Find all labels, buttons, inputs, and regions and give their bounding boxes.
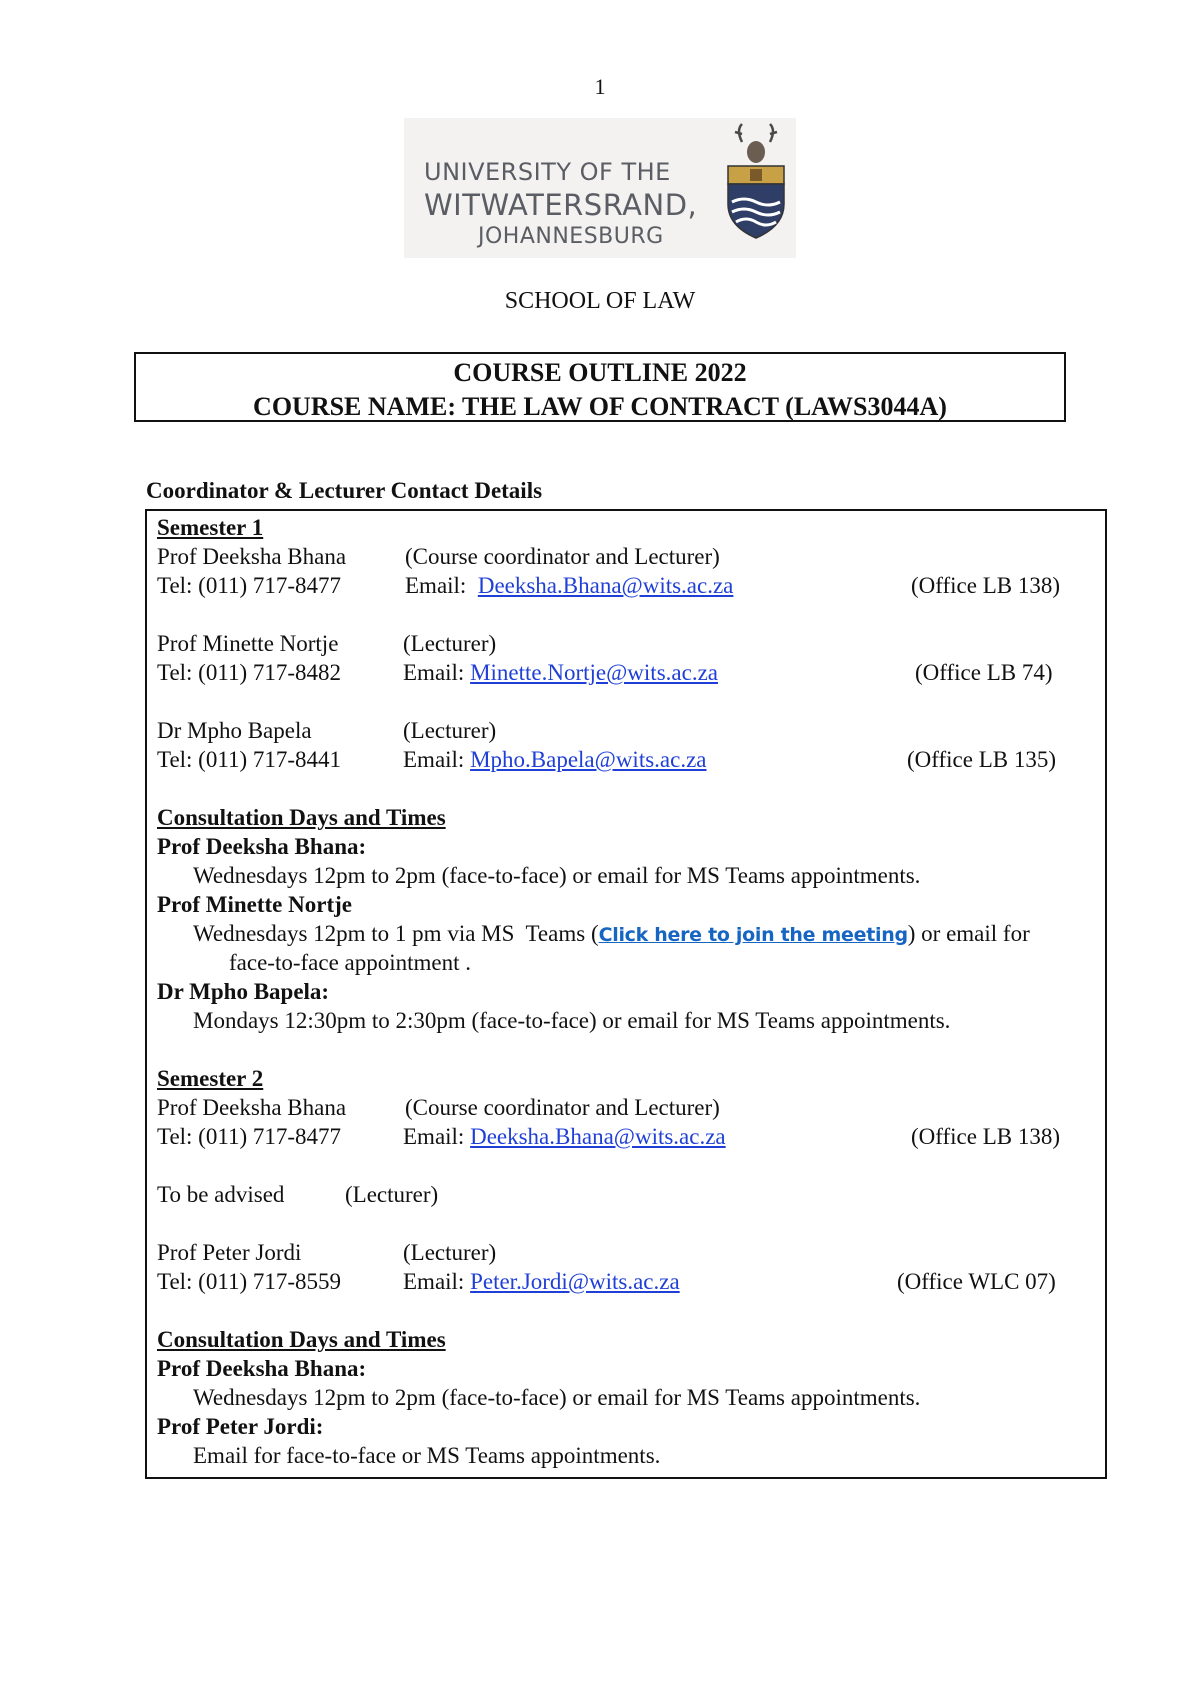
lecturer-row — [157, 716, 1097, 745]
lecturer-name: Prof Deeksha Bhana — [157, 544, 347, 569]
consultation-name: Prof Deeksha Bhana: — [157, 1356, 367, 1381]
lecturer-role: (Lecturer) — [403, 631, 497, 656]
email-label: Email: — [403, 747, 471, 772]
lecturer-contact-row — [157, 571, 1097, 600]
email-label: Email: — [403, 660, 471, 685]
consultation-text: Wednesdays 12pm to 2pm (face-to-face) or email for MS Teams appointments. — [193, 1385, 921, 1410]
lecturer-role: (Course coordinator and Lecturer) — [405, 1095, 720, 1120]
lecturer-name: Prof Minette Nortje — [157, 631, 339, 656]
semester-2-heading: Semester 2 — [157, 1066, 264, 1091]
office-label: (Office LB 138) — [911, 1124, 1061, 1149]
email-link[interactable]: Deeksha.Bhana@wits.ac.za — [470, 1124, 726, 1149]
logo-line-2: WITWATERSRAND, — [424, 188, 698, 222]
lecturer-name: Prof Peter Jordi — [157, 1240, 302, 1265]
office-label: (Office LB 138) — [911, 573, 1061, 598]
consultation-text: Email for face-to-face or MS Teams appointments. — [193, 1443, 661, 1468]
contact-details-heading: Coordinator & Lecturer Contact Details — [146, 478, 543, 503]
email-link[interactable]: Minette.Nortje@wits.ac.za — [470, 660, 718, 685]
logo-line-3: JOHANNESBURG — [478, 224, 664, 249]
school-name: SCHOOL OF LAW — [504, 288, 696, 314]
office-label: (Office LB 74) — [915, 660, 1053, 685]
email-link[interactable]: Peter.Jordi@wits.ac.za — [470, 1269, 680, 1294]
contact-details-box — [145, 509, 1107, 1479]
course-outline-title: COURSE OUTLINE 2022 — [453, 358, 747, 387]
lecturer-tel: Tel: (011) 717-8477 — [157, 573, 342, 598]
lecturer-role: (Course coordinator and Lecturer) — [405, 544, 720, 569]
lecturer-name: Prof Deeksha Bhana — [157, 1095, 347, 1120]
office-label: (Office LB 135) — [907, 747, 1057, 772]
office-label: (Office WLC 07) — [897, 1269, 1056, 1294]
lecturer-tel: Tel: (011) 717-8559 — [157, 1269, 342, 1294]
email-label: Email: — [403, 1269, 471, 1294]
lecturer-name: To be advised — [157, 1182, 285, 1207]
page-number: 1 — [594, 74, 606, 99]
email-label: Email: — [405, 573, 478, 598]
lecturer-row — [157, 542, 1097, 571]
lecturer-row — [157, 1093, 1097, 1122]
lecturer-role: (Lecturer) — [345, 1182, 439, 1207]
consultation-heading: Consultation Days and Times — [157, 805, 446, 830]
semester-1-heading: Semester 1 — [157, 515, 264, 540]
consultation-name: Dr Mpho Bapela: — [157, 979, 330, 1004]
join-meeting-link[interactable]: Click here to join the meeting — [598, 924, 908, 946]
lecturer-contact-row — [157, 745, 1097, 774]
lecturer-row — [157, 629, 1097, 658]
logo-line-1: UNIVERSITY OF THE — [424, 158, 671, 186]
university-logo — [404, 118, 796, 258]
consultation-name: Prof Minette Nortje — [157, 892, 352, 917]
lecturer-row — [157, 1238, 1097, 1267]
consultation-text-start: Wednesdays 12pm to 1 pm via MS Teams ( — [193, 921, 599, 946]
consultation-name: Prof Peter Jordi: — [157, 1414, 324, 1439]
email-label: Email: — [403, 1124, 471, 1149]
lecturer-contact-row — [157, 1267, 1097, 1296]
course-name-title: COURSE NAME: THE LAW OF CONTRACT (LAWS3044A) — [253, 392, 947, 421]
consultation-text — [193, 919, 1030, 950]
consultation-name: Prof Deeksha Bhana: — [157, 834, 367, 859]
crest-icon — [720, 122, 792, 242]
lecturer-role: (Lecturer) — [403, 1240, 497, 1265]
lecturer-tel: Tel: (011) 717-8477 — [157, 1124, 342, 1149]
course-title-box — [134, 352, 1066, 422]
lecturer-row — [157, 1180, 1097, 1209]
consultation-heading: Consultation Days and Times — [157, 1327, 446, 1352]
consultation-text: Mondays 12:30pm to 2:30pm (face-to-face) or email for MS Teams appointments. — [193, 1008, 951, 1033]
lecturer-contact-row — [157, 1122, 1097, 1151]
email-link[interactable]: Deeksha.Bhana@wits.ac.za — [477, 573, 734, 598]
consultation-text-continued: face-to-face appointment . — [229, 950, 472, 975]
email-link[interactable]: Mpho.Bapela@wits.ac.za — [470, 747, 707, 772]
lecturer-name: Dr Mpho Bapela — [157, 718, 312, 743]
lecturer-role: (Lecturer) — [403, 718, 497, 743]
lecturer-tel: Tel: (011) 717-8482 — [157, 660, 342, 685]
consultation-text: Wednesdays 12pm to 2pm (face-to-face) or email for MS Teams appointments. — [193, 863, 921, 888]
lecturer-contact-row — [157, 658, 1097, 687]
consultation-text-end: ) or email for — [907, 921, 1030, 946]
lecturer-tel: Tel: (011) 717-8441 — [157, 747, 342, 772]
